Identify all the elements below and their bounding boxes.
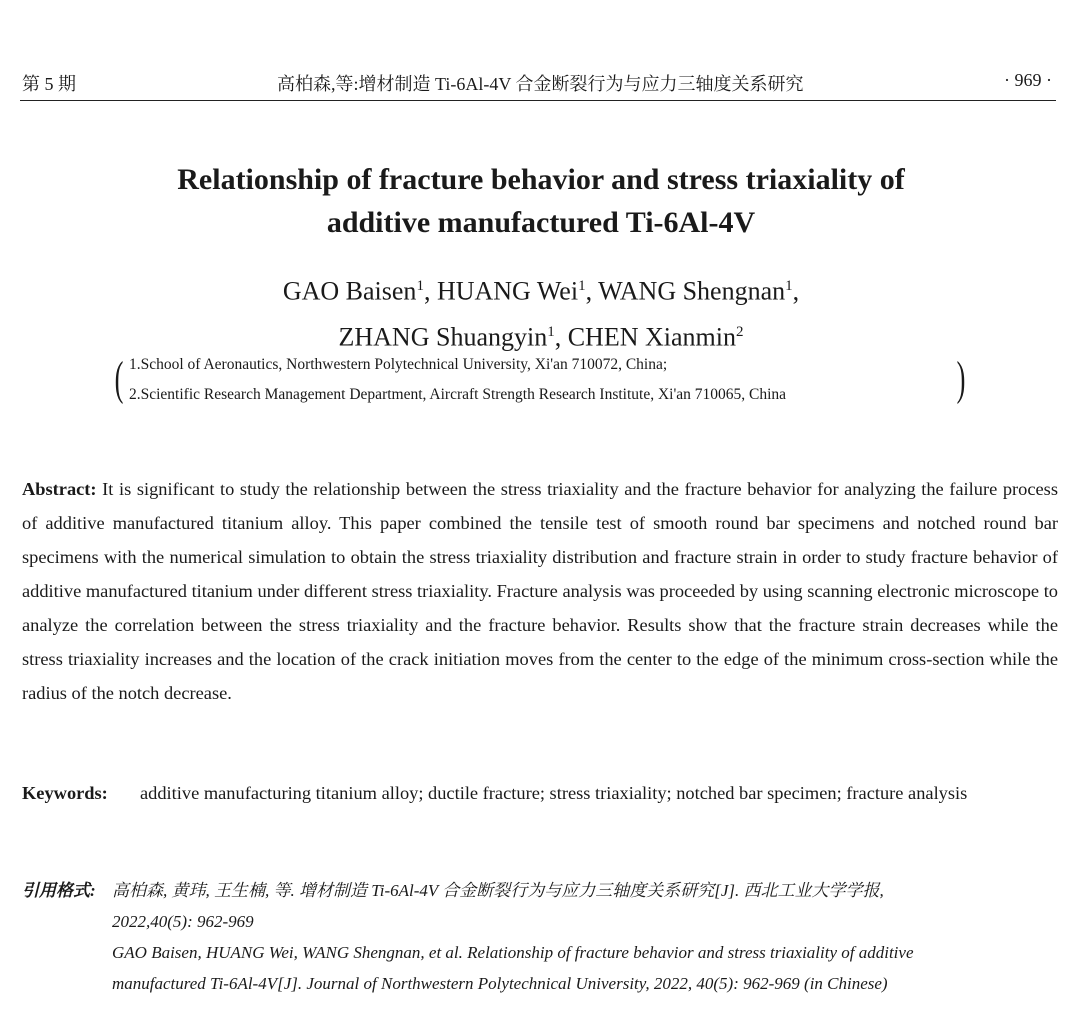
affiliations [115,352,965,404]
author-affiliation-mark: 1 [547,323,555,340]
author-separator: , [554,322,568,352]
author-affiliation-mark: 1 [416,278,424,294]
author-name: HUANG Wei [436,276,579,306]
page-number: · 969 · [1004,70,1052,90]
title-line-1: Relationship of fracture behavior and stress triaxiality of [177,163,905,196]
author-affiliation-mark: 1 [785,278,793,294]
abstract-label: Abstract: [22,479,97,499]
citation-en-line-1: GAO Baisen, HUANG Wei, WANG Shengnan, et al. Relationship of fracture behavior and stress triaxiality of additive [112,943,914,962]
running-title: 高柏森,等:增材制造 Ti-6Al-4V 合金断裂行为与应力三轴度关系研究 [277,74,804,94]
keywords-label: Keywords: [22,783,108,803]
author-name: GAO Baisen [282,276,417,306]
citation-cn-line-2: 2022,40(5): 962-969 [112,912,254,931]
running-header [22,70,1052,98]
author-name: CHEN Xianmin [567,322,736,352]
author-affiliation-mark: 2 [735,323,744,340]
citation-body [112,875,1062,999]
author-list [60,266,1022,357]
citation-en-line-2: manufactured Ti-6Al-4V[J]. Journal of Northwestern Polytechnical University, 2022, 40(5): 962-969 (in Chinese) [112,974,888,993]
abstract-text: It is significant to study the relationship between the stress triaxiality and the fracture behavior for analyzing the failure process of additive manufactured titanium alloy. This paper combined the tensile test of smooth round bar specimens and notched round bar specimens with the numerical simulation to obtain the stress triaxiality distribution and fracture strain in order to study fracture behavior of additive manufactured titanium under different stress triaxiality. Fracture analysis was proceeded by using scanning electronic microscope to analyze the correlation between the stress triaxiality and the fracture behavior. Results show that the fracture strain decreases while the stress triaxiality increases and the location of the crack initiation moves from the center to the edge of the minimum cross-section while the radius of the notch decrease. [22,479,1058,703]
header-divider [20,100,1056,101]
author-name: ZHANG Shuangyin [338,322,548,352]
affiliation-2: 2.Scientific Research Management Department, Aircraft Strength Research Institute, Xi'an 710065, China [129,386,787,403]
author-affiliation-mark: 1 [578,278,586,294]
left-bracket: ( [114,352,124,405]
author-separator: , [585,276,599,306]
paper-title [60,158,1022,244]
issue-label: 第 5 期 [22,74,76,94]
author-separator: , [423,276,437,306]
citation-cn-line-1: 高柏森, 黄玮, 王生楠, 等. 增材制造 Ti-6Al-4V 合金断裂行为与应力三轴度关系研究[J]. 西北工业大学学报, [112,881,884,900]
author-name: WANG Shengnan [598,276,786,306]
right-bracket: ) [956,352,966,405]
abstract [22,472,1058,710]
title-line-2: additive manufactured Ti-6Al-4V [326,206,756,239]
author-separator: , [792,276,800,306]
affiliation-1: 1.School of Aeronautics, Northwestern Polytechnical University, Xi'an 710072, China; [129,356,668,373]
keywords-text: additive manufacturing titanium alloy; ductile fracture; stress triaxiality; notched bar specimen; fracture analysis [140,783,968,803]
citation-label: 引用格式: [22,881,96,900]
author-line-1 [60,266,1022,312]
